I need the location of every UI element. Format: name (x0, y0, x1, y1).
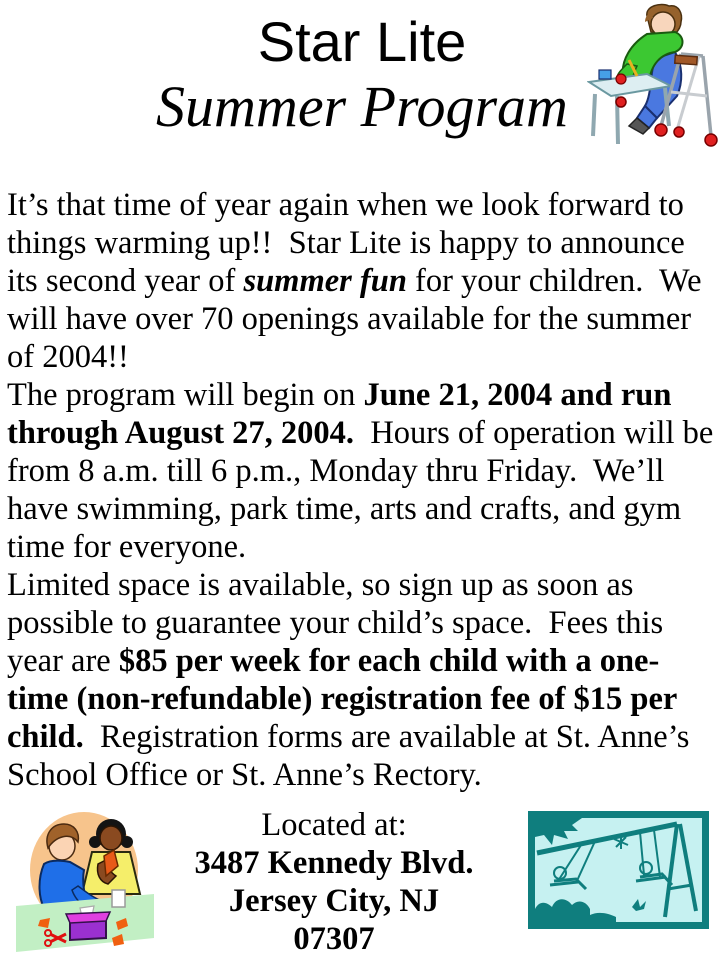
kids-crafting-clipart (16, 806, 154, 958)
text-segment: Hours of operation will be from 8 a.m. till 6 p.m., Monday thru Friday. We’ll have swimming, park time, arts and crafts, and gym time for everyone. (7, 415, 722, 565)
address-zip: 07307 (293, 921, 375, 957)
location-label: Located at: (261, 807, 407, 843)
text-segment: for your children. We will have over 70 openings available for the summer of 2004!! (7, 263, 710, 375)
text-segment: $85 per week for each child with a one-time (non-refundable) registration fee of $15 per child. (7, 643, 685, 755)
swingset-picture (528, 811, 709, 929)
location-block (154, 806, 514, 958)
text-segment: June 21, 2004 and run through August 27, 2004. (7, 377, 680, 451)
text-segment: It’s that time of year again when we look forward to things warming up!! Star Lite is happy to announce its second year of (7, 187, 693, 299)
text-segment: summer fun (243, 263, 407, 299)
page-title: Star Lite (257, 10, 467, 73)
text-segment: The program will begin on (7, 377, 364, 413)
text-segment: Limited space is available, so sign up as soon as possible to guarantee your child’s space. Fees this year are (7, 567, 672, 679)
paragraph (7, 376, 722, 566)
paragraph (7, 566, 719, 794)
text-segment: Registration forms are available at St. Anne’s School Office or St. Anne’s Rectory. (7, 719, 698, 793)
address-city-state: Jersey City, NJ (228, 883, 440, 919)
paragraph (7, 186, 719, 376)
child-walker-craft-clipart (587, 2, 721, 150)
address-street: 3487 Kennedy Blvd. (194, 845, 474, 881)
page-subtitle: Summer Program (156, 74, 568, 139)
body-paragraphs (7, 186, 722, 794)
